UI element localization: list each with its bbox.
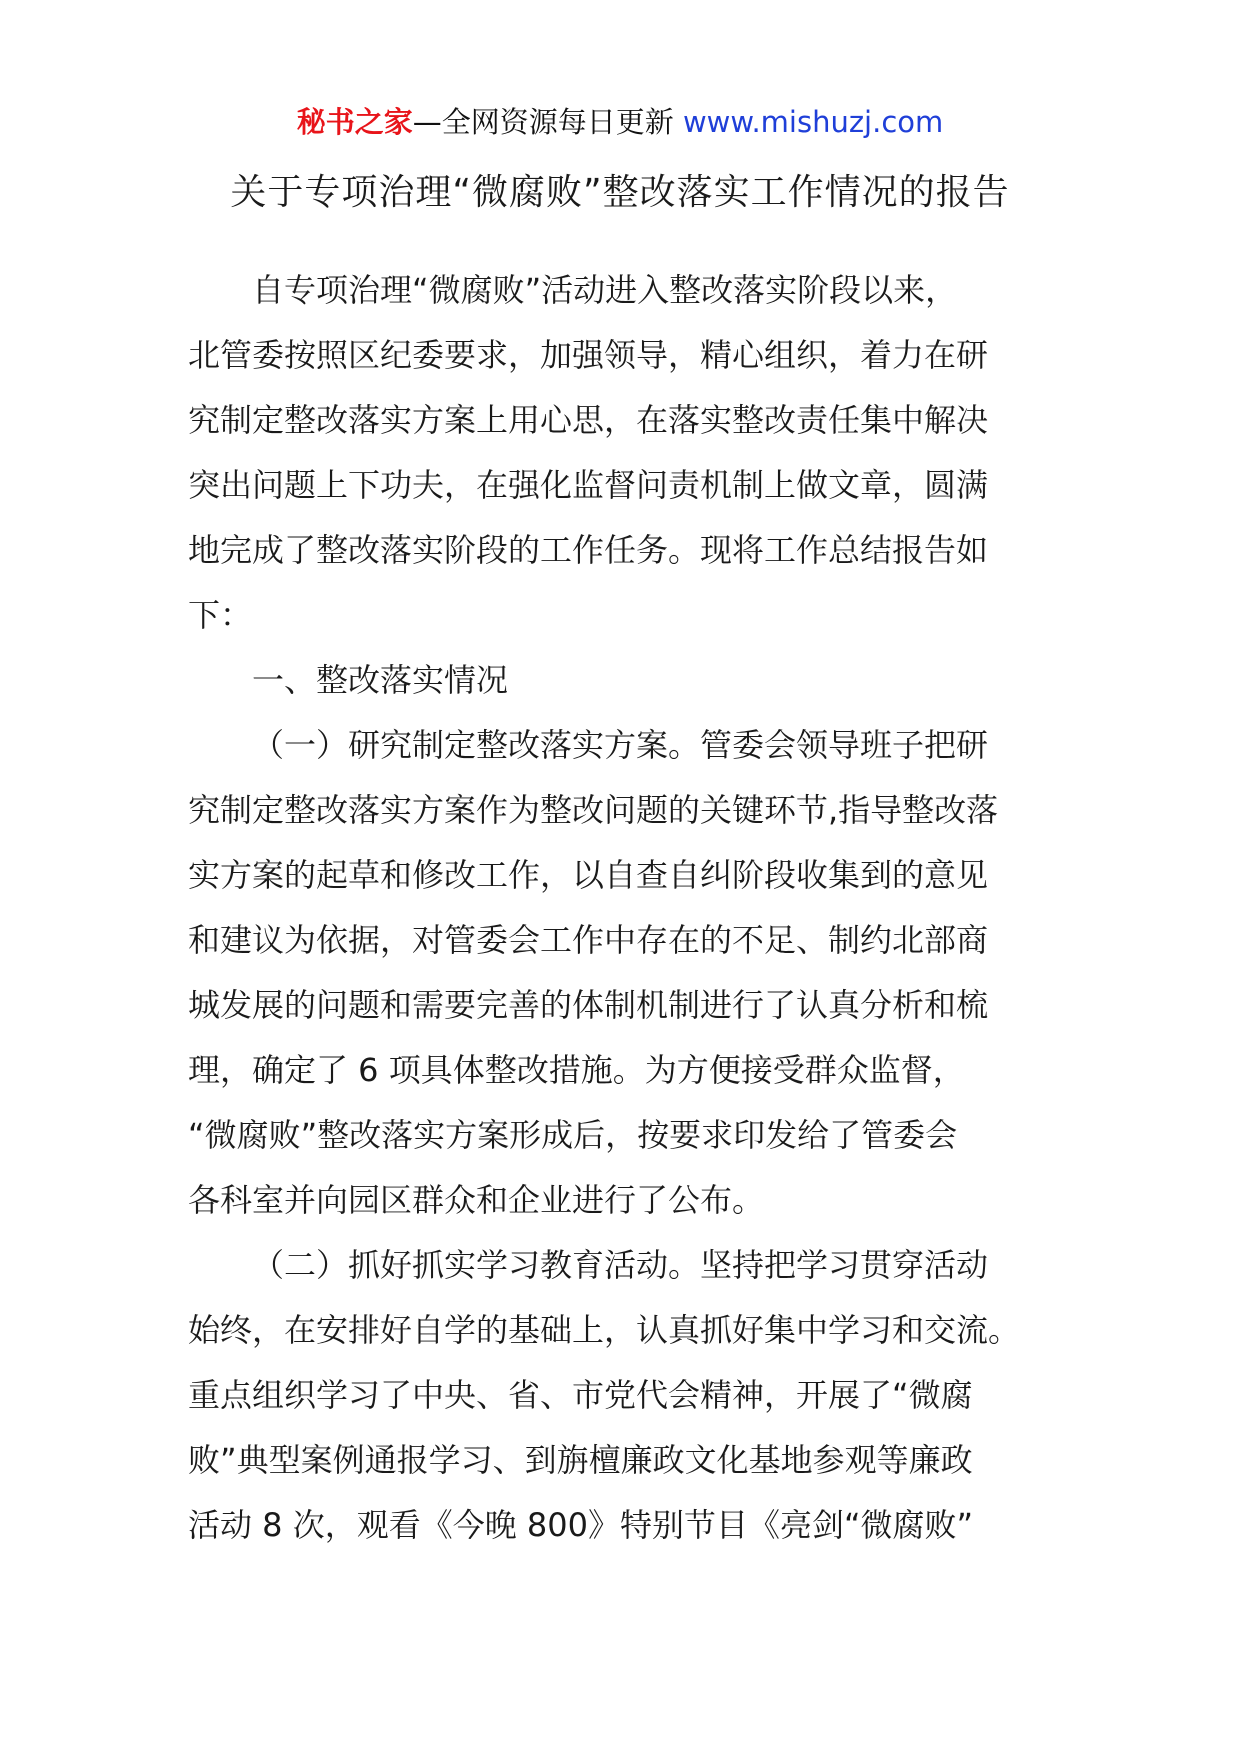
paragraph-line: 和建议为依据，对管委会工作中存在的不足、制约北部商 xyxy=(188,921,989,959)
paragraph-line: 始终，在安排好自学的基础上，认真抓好集中学习和交流。 xyxy=(188,1311,1021,1349)
paragraph-line: （一）研究制定整改落实方案。管委会领导班子把研 xyxy=(252,726,989,764)
paragraph-line: 地完成了整改落实阶段的工作任务。现将工作总结报告如 xyxy=(188,531,989,569)
document-body xyxy=(188,258,1048,1558)
section-heading: 一、整改落实情况 xyxy=(252,661,509,699)
paragraph-line: 重点组织学习了中央、省、市党代会精神，开展了“微腐 xyxy=(188,1376,973,1414)
paragraph-line: （二）抓好抓实学习教育活动。坚持把学习贯穿活动 xyxy=(252,1246,989,1284)
document-title: 关于专项治理“微腐败”整改落实工作情况的报告 xyxy=(230,172,1010,213)
paragraph-line: 实方案的起草和修改工作，以自查自纠阶段收集到的意见 xyxy=(188,856,989,894)
site-url: www.mishuzj.com xyxy=(682,105,944,139)
brand-name: 秘书之家 xyxy=(296,105,413,139)
paragraph-line: 下： xyxy=(188,596,253,634)
paragraph-line: 活动 8 次，观看《今晚 800》特别节目《亮剑“微腐败” xyxy=(188,1506,974,1544)
paragraph-line: 败”典型案例通报学习、到旃檀廉政文化基地参观等廉政 xyxy=(188,1441,973,1479)
paragraph-line: 自专项治理“微腐败”活动进入整改落实阶段以来， xyxy=(252,271,958,309)
paragraph-line: 城发展的问题和需要完善的体制机制进行了认真分析和梳 xyxy=(188,986,989,1024)
paragraph-line: 究制定整改落实方案上用心思，在落实整改责任集中解决 xyxy=(188,401,989,439)
paragraph-line: 突出问题上下功夫，在强化监督问责机制上做文章，圆满 xyxy=(188,466,989,504)
paragraph-line: 究制定整改落实方案作为整改问题的关键环节,指导整改落 xyxy=(188,791,999,829)
paragraph-line: 各科室并向园区群众和企业进行了公布。 xyxy=(188,1181,765,1219)
paragraph-line: “微腐败”整改落实方案形成后，按要求印发给了管委会 xyxy=(188,1116,958,1154)
paragraph-line: 理，确定了 6 项具体整改措施。为方便接受群众监督， xyxy=(188,1051,965,1089)
paragraph-line: 北管委按照区纪委要求，加强领导，精心组织，着力在研 xyxy=(188,336,989,374)
banner-tagline: —全网资源每日更新 xyxy=(412,105,674,139)
site-banner xyxy=(0,100,1240,144)
